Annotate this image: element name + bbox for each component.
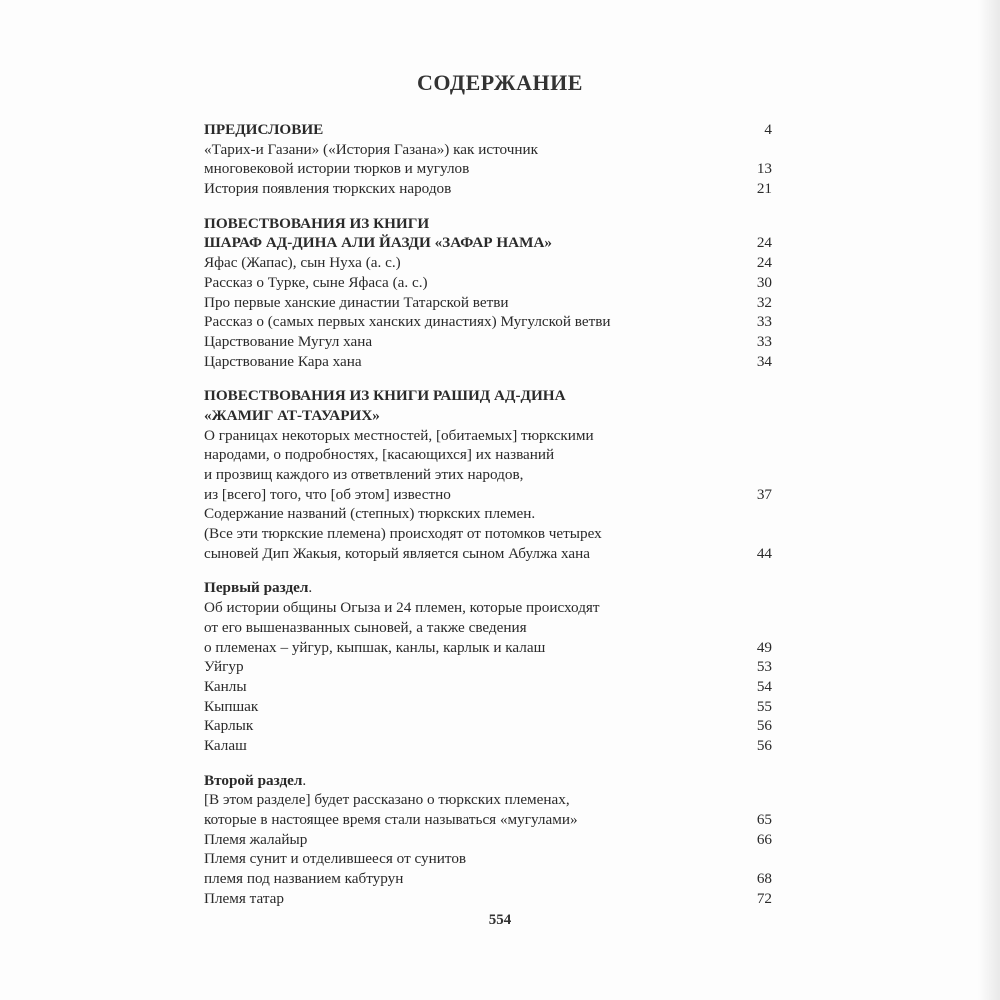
toc-entry-title: Уйгур <box>204 658 244 676</box>
toc-entry-title: Первый раздел <box>204 579 309 597</box>
toc-entry-title: которые в настоящее время стали называться «мугулами» <box>204 811 578 828</box>
toc-heading <box>204 578 772 598</box>
toc-entry-title: Царствование Мугул хана <box>204 332 373 350</box>
toc-entry-title: Кыпшак <box>204 697 259 715</box>
toc-heading <box>204 386 772 406</box>
toc-entry <box>204 352 772 372</box>
toc-page-number: 30 <box>756 273 772 291</box>
toc-entry <box>204 504 772 524</box>
toc-entry <box>204 736 772 756</box>
toc-entry <box>204 790 772 810</box>
toc-page-number: 37 <box>756 485 772 503</box>
toc-entry <box>204 849 772 869</box>
toc-entry-title: «ЖАМИГ АТ-ТАУАРИХ» <box>204 406 380 424</box>
toc-page-number: 21 <box>756 180 772 198</box>
toc-page-number: 54 <box>756 677 772 695</box>
toc-page-number: 32 <box>756 293 772 311</box>
toc-page-number: 34 <box>756 352 772 370</box>
toc-section <box>204 578 772 755</box>
toc-entry-title: О границах некоторых местностей, [обитаемых] тюркскими <box>204 426 594 444</box>
toc-page-number: 55 <box>756 697 772 715</box>
toc-entry <box>204 598 772 618</box>
toc-section <box>204 386 772 563</box>
toc-section <box>204 771 772 909</box>
toc-entry-title: сыновей Дип Жакыя, который является сыном Абулжа хана <box>204 544 590 562</box>
toc-entry <box>204 159 772 179</box>
toc-page-number: 44 <box>756 544 772 562</box>
toc-entry-title: ПОВЕСТВОВАНИЯ ИЗ КНИГИ <box>204 214 430 232</box>
toc-entry-title: народами, о подробностях, [касающихся] их названий <box>204 446 555 464</box>
toc-entry-title: «Тарих-и Газани» («История Газана») как источник <box>204 140 538 158</box>
toc-heading <box>204 214 772 234</box>
toc-entry <box>204 618 772 638</box>
toc-page-number: 56 <box>756 717 772 735</box>
toc-entry <box>204 638 772 658</box>
toc-entry-suffix: . <box>302 771 307 789</box>
toc-entry <box>204 273 772 293</box>
toc-page-number: 68 <box>756 870 772 888</box>
toc-entry-title: Канлы <box>204 677 247 695</box>
toc-entry <box>204 312 772 332</box>
toc-entry <box>204 889 772 909</box>
toc-entry <box>204 179 772 199</box>
toc-page-number: 13 <box>756 160 772 178</box>
page-title: СОДЕРЖАНИЕ <box>417 70 583 95</box>
toc-page-number: 33 <box>756 332 772 350</box>
toc-page-number: 53 <box>756 658 772 676</box>
toc-entry-title: Калаш <box>204 736 247 754</box>
toc-page-number: 4 <box>764 121 772 138</box>
toc-entry <box>204 810 772 830</box>
toc-entry <box>204 426 772 446</box>
toc-entry-title: Содержание названий (степных) тюркских племен. <box>204 505 536 523</box>
toc-entry <box>204 465 772 485</box>
toc-entry-title: Царствование Кара хана <box>204 352 362 370</box>
toc-page-number: 33 <box>756 313 772 331</box>
toc-entry <box>204 716 772 736</box>
toc-page-number: 66 <box>756 830 772 848</box>
toc-entry <box>204 485 772 505</box>
toc-entry-title: ШАРАФ АД-ДИНА АЛИ ЙАЗДИ «ЗАФАР НАМА» <box>204 234 553 252</box>
toc-entry-title: [В этом разделе] будет рассказано о тюркских племенах, <box>204 791 570 809</box>
toc-entry-title: Яфас (Жапас), сын Нуха (а. с.) <box>204 254 401 272</box>
toc-entry-title: Рассказ о Турке, сыне Яфаса (а. с.) <box>204 273 428 291</box>
toc-entry <box>204 293 772 313</box>
toc-heading <box>204 233 772 253</box>
toc-entry-title: племя под названием кабтурун <box>204 870 404 888</box>
toc-section <box>204 214 772 372</box>
toc-entry <box>204 445 772 465</box>
toc-entry-title: многовековой истории тюрков и мугулов <box>204 160 470 178</box>
toc-entry-title: ПРЕДИСЛОВИЕ <box>204 121 324 138</box>
toc-entry <box>204 830 772 850</box>
toc-entry-suffix: . <box>308 579 313 597</box>
toc-entry-title: Карлык <box>204 717 254 735</box>
toc-entry <box>204 140 772 160</box>
toc-page-number: 72 <box>756 889 772 907</box>
toc-page-number: 56 <box>756 736 772 754</box>
toc-page-number: 24 <box>756 254 772 272</box>
toc-entry <box>204 677 772 697</box>
toc-entry <box>204 869 772 889</box>
toc-entry-title: Племя жалайыр <box>204 830 308 848</box>
toc-heading <box>204 406 772 426</box>
toc-entry-title: и прозвищ каждого из ответвлений этих народов, <box>204 466 524 483</box>
toc-entry-title: Племя татар <box>204 889 285 907</box>
toc-page-number: 49 <box>756 638 772 656</box>
toc-entry-title: ПОВЕСТВОВАНИЯ ИЗ КНИГИ РАШИД АД-ДИНА <box>204 387 566 405</box>
page-edge-shadow <box>978 0 1000 1000</box>
toc-entry <box>204 697 772 717</box>
toc-entry <box>204 332 772 352</box>
toc-entry-title: от его вышеназванных сыновей, а также сведения <box>204 618 527 636</box>
toc-heading <box>204 771 772 791</box>
toc-entry <box>204 524 772 544</box>
toc-entry-title: о племенах – уйгур, кыпшак, канлы, карлык и калаш <box>204 638 546 656</box>
toc-entry <box>204 253 772 273</box>
toc-entry-title: Об истории общины Огыза и 24 племен, которые происходят <box>204 599 600 617</box>
toc-entry-title: Племя сунит и отделившееся от сунитов <box>204 850 467 868</box>
toc-entry-title: История появления тюркских народов <box>204 180 452 198</box>
toc-entry-title: Рассказ о (самых первых ханских династиях) Мугулской ветви <box>204 313 611 331</box>
page-number: 554 <box>488 912 512 928</box>
toc-entry-title: Про первые ханские династии Татарской ветви <box>204 293 509 311</box>
toc-entry <box>204 657 772 677</box>
toc-entry-title: Второй раздел <box>204 771 303 789</box>
toc-entry <box>204 544 772 564</box>
toc-page-number: 65 <box>756 811 772 828</box>
toc-page-number: 24 <box>756 234 772 252</box>
toc-entry-title: (Все эти тюркские племена) происходят от потомков четырех <box>204 525 602 543</box>
toc-section <box>204 120 772 199</box>
table-of-contents <box>204 120 772 923</box>
toc-heading <box>204 120 772 140</box>
toc-entry-title: из [всего] того, что [об этом] известно <box>204 485 451 503</box>
